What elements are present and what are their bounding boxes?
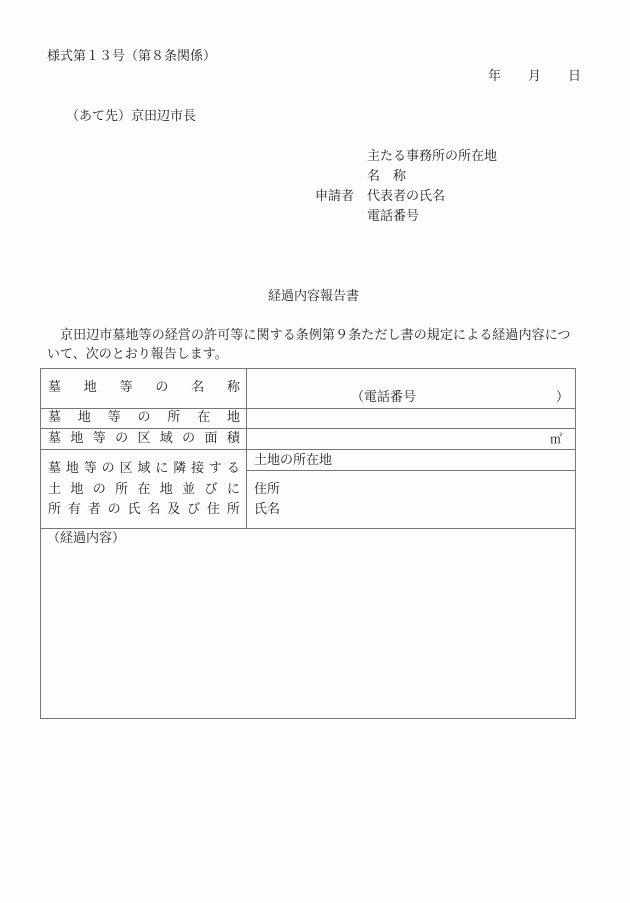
row-divider xyxy=(41,528,576,529)
owner-address-label: 住所 xyxy=(254,482,281,497)
date-year: 年 xyxy=(488,69,502,84)
owner-name-label: 氏名 xyxy=(254,502,281,517)
document-title: 経過内容報告書 xyxy=(268,289,360,304)
area-unit: ㎡ xyxy=(550,432,563,446)
label-adjacent-land-line-3: 所 有 者 の 氏 名 及 び 住 所 xyxy=(48,502,240,517)
label-cemetery-area: 墓 地 等 の 区 域 の 面 積 xyxy=(48,431,240,446)
row-divider xyxy=(41,449,576,450)
label-adjacent-land-line-2: 土 地 の 所 在 地 並 び に xyxy=(48,482,240,497)
applicant-role-label: 申請者 xyxy=(315,189,355,204)
details-label: （経過内容） xyxy=(47,531,126,546)
addressee: （あて先）京田辺市長 xyxy=(66,109,197,124)
date-day: 日 xyxy=(568,69,582,84)
row-divider xyxy=(246,470,576,471)
cemetery-area-field[interactable] xyxy=(247,429,575,448)
intro-line-2: いて、次のとおり報告します。 xyxy=(47,347,228,362)
label-adjacent-land-line-1: 墓 地 等 の 区 域 に 隣 接 す る xyxy=(48,461,240,476)
applicant-phone: 電話番号 xyxy=(367,209,420,224)
applicant-representative: 代表者の氏名 xyxy=(367,189,446,204)
label-cemetery-name: 墓 地 等 の 名 称 xyxy=(48,380,240,395)
cemetery-name-field[interactable] xyxy=(247,369,575,407)
details-field[interactable] xyxy=(42,549,574,717)
date-month: 月 xyxy=(528,69,542,84)
phone-open-label: （電話番号 xyxy=(351,390,417,405)
report-table xyxy=(40,368,576,719)
form-number: 様式第１３号（第８条関係） xyxy=(47,49,217,64)
cemetery-location-field[interactable] xyxy=(247,409,575,427)
intro-line-1: 京田辺市墓地等の経営の許可等に関する条例第９条ただし書の規定による経過内容につ xyxy=(60,328,571,343)
land-location-label: 土地の所在地 xyxy=(254,453,333,468)
applicant-office-location: 主たる事務所の所在地 xyxy=(367,149,498,164)
applicant-name: 名 称 xyxy=(367,169,407,184)
phone-close-paren: ） xyxy=(556,390,570,405)
label-cemetery-location: 墓 地 等 の 所 在 地 xyxy=(48,410,240,425)
